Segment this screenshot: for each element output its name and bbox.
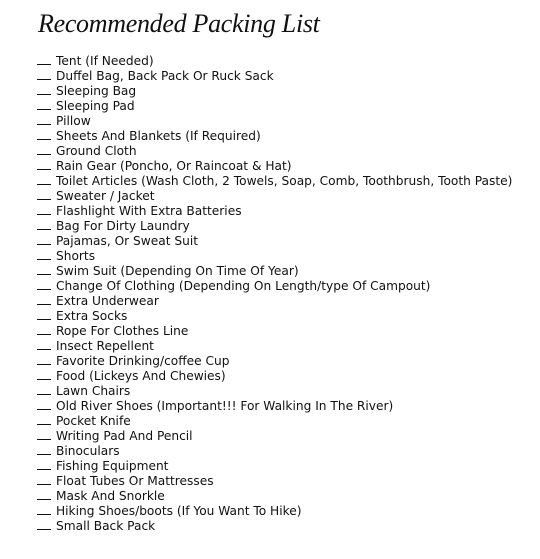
list-item-label: Food (Lickeys And Chewies) — [56, 369, 226, 383]
list-item — [37, 189, 512, 204]
checkbox-blank-line[interactable] — [37, 414, 51, 425]
checkbox-blank-line[interactable] — [37, 294, 51, 305]
list-item-label: Pillow — [56, 114, 91, 128]
list-item-label: Insect Repellent — [56, 339, 154, 353]
checkbox-blank-line[interactable] — [37, 69, 51, 80]
list-item — [37, 294, 512, 309]
list-item-label: Bag For Dirty Laundry — [56, 219, 190, 233]
list-item — [37, 399, 512, 414]
list-item-label: Binoculars — [56, 444, 120, 458]
list-item-label: Pajamas, Or Sweat Suit — [56, 234, 198, 248]
list-item — [37, 234, 512, 249]
list-item — [37, 204, 512, 219]
list-item-label: Extra Underwear — [56, 294, 159, 308]
list-item-label: Shorts — [56, 249, 96, 263]
list-item-label: Duffel Bag, Back Pack Or Ruck Sack — [56, 69, 274, 83]
checkbox-blank-line[interactable] — [37, 384, 51, 395]
list-item-label: Sheets And Blankets (If Required) — [56, 129, 261, 143]
checkbox-blank-line[interactable] — [37, 84, 51, 95]
list-item — [37, 174, 512, 189]
checkbox-blank-line[interactable] — [37, 324, 51, 335]
list-item — [37, 324, 512, 339]
list-item-label: Favorite Drinking/coffee Cup — [56, 354, 230, 368]
list-item — [37, 309, 512, 324]
list-item-label: Sweater / Jacket — [56, 189, 155, 203]
checkbox-blank-line[interactable] — [37, 279, 51, 290]
list-item — [37, 84, 512, 99]
checkbox-blank-line[interactable] — [37, 174, 51, 185]
list-item — [37, 504, 512, 519]
checkbox-blank-line[interactable] — [37, 99, 51, 110]
list-item-label: Ground Cloth — [56, 144, 137, 158]
checkbox-blank-line[interactable] — [37, 54, 51, 65]
list-item — [37, 369, 512, 384]
list-item-label: Flashlight With Extra Batteries — [56, 204, 242, 218]
list-item — [37, 519, 512, 534]
checkbox-blank-line[interactable] — [37, 339, 51, 350]
list-item-label: Toilet Articles (Wash Cloth, 2 Towels, Soap, Comb, Toothbrush, Tooth Paste) — [56, 174, 513, 188]
list-item — [37, 339, 512, 354]
packing-list — [37, 54, 512, 534]
list-item — [37, 99, 512, 114]
list-item-label: Tent (If Needed) — [56, 54, 154, 68]
list-item-label: Float Tubes Or Mattresses — [56, 474, 214, 488]
checkbox-blank-line[interactable] — [37, 354, 51, 365]
list-item-label: Change Of Clothing (Depending On Length/type Of Campout) — [56, 279, 431, 293]
checkbox-blank-line[interactable] — [37, 129, 51, 140]
list-item-label: Rope For Clothes Line — [56, 324, 189, 338]
checkbox-blank-line[interactable] — [37, 474, 51, 485]
list-item — [37, 249, 512, 264]
checkbox-blank-line[interactable] — [37, 234, 51, 245]
checkbox-blank-line[interactable] — [37, 519, 51, 530]
list-item — [37, 144, 512, 159]
list-item — [37, 474, 512, 489]
list-item-label: Small Back Pack — [56, 519, 156, 533]
checkbox-blank-line[interactable] — [37, 249, 51, 260]
list-item-label: Mask And Snorkle — [56, 489, 165, 503]
list-item — [37, 114, 512, 129]
list-item — [37, 414, 512, 429]
checkbox-blank-line[interactable] — [37, 204, 51, 215]
list-item-label: Lawn Chairs — [56, 384, 131, 398]
list-item-label: Rain Gear (Poncho, Or Raincoat & Hat) — [56, 159, 292, 173]
list-item — [37, 264, 512, 279]
checkbox-blank-line[interactable] — [37, 444, 51, 455]
list-item-label: Swim Suit (Depending On Time Of Year) — [56, 264, 299, 278]
checkbox-blank-line[interactable] — [37, 219, 51, 230]
checkbox-blank-line[interactable] — [37, 159, 51, 170]
checkbox-blank-line[interactable] — [37, 144, 51, 155]
list-item — [37, 69, 512, 84]
list-item-label: Extra Socks — [56, 309, 128, 323]
checkbox-blank-line[interactable] — [37, 429, 51, 440]
checkbox-blank-line[interactable] — [37, 309, 51, 320]
list-item — [37, 459, 512, 474]
checkbox-blank-line[interactable] — [37, 369, 51, 380]
list-item-label: Hiking Shoes/boots (If You Want To Hike) — [56, 504, 302, 518]
list-item — [37, 219, 512, 234]
list-item-label: Old River Shoes (Important!!! For Walking In The River) — [56, 399, 394, 413]
list-item — [37, 279, 512, 294]
list-item — [37, 159, 512, 174]
checkbox-blank-line[interactable] — [37, 504, 51, 515]
checkbox-blank-line[interactable] — [37, 189, 51, 200]
checkbox-blank-line[interactable] — [37, 459, 51, 470]
list-item — [37, 429, 512, 444]
list-item-label: Pocket Knife — [56, 414, 131, 428]
list-item — [37, 54, 512, 69]
list-item-label: Sleeping Bag — [56, 84, 137, 98]
checkbox-blank-line[interactable] — [37, 399, 51, 410]
list-item — [37, 489, 512, 504]
list-item — [37, 354, 512, 369]
list-item — [37, 129, 512, 144]
page-title: Recommended Packing List — [38, 9, 320, 38]
list-item-label: Writing Pad And Pencil — [56, 429, 193, 443]
list-item-label: Sleeping Pad — [56, 99, 135, 113]
checkbox-blank-line[interactable] — [37, 489, 51, 500]
list-item — [37, 444, 512, 459]
checkbox-blank-line[interactable] — [37, 264, 51, 275]
checkbox-blank-line[interactable] — [37, 114, 51, 125]
list-item-label: Fishing Equipment — [56, 459, 169, 473]
list-item — [37, 384, 512, 399]
